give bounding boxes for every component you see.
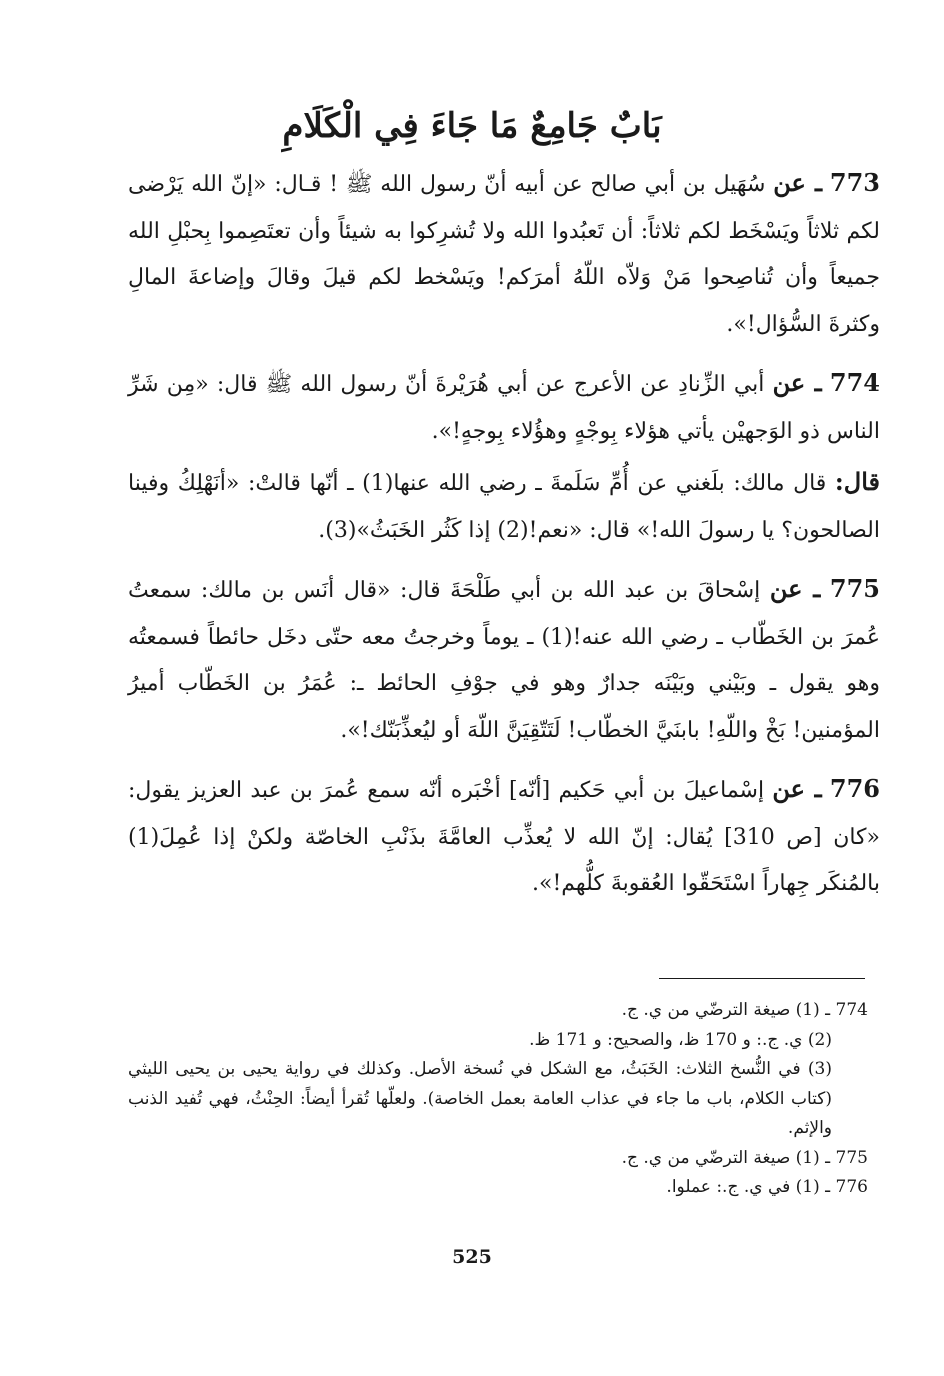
hadith-number: 776 [829, 774, 880, 803]
footnote-separator [659, 978, 865, 979]
footnote: (3) في النُّسخ الثلاث: الخَبَثُ، مع الشكل في نُسخة الأصل. وكذلك في رواية يحيى بن يحيى الليثي (كتاب الكلام، باب ما جاء في عذاب العامة بعمل الخاصة). ولعلّها تُقرأ أيضاً: الحِنْثُ، فهي تُفيد الذنب والإثم. [128, 1059, 832, 1138]
qal-paragraph [128, 459, 880, 554]
page-number: 525 [452, 1246, 492, 1268]
hadith-775 [128, 566, 880, 754]
footnote: 776 ـ (1) في ي. ج.: عملوا. [666, 1177, 868, 1197]
hadith-text: إسْحاقَ بن عبد الله بن أبي طَلْحَةَ قال: «قال أنَس بن مالك: سمعتُ عُمرَ بن الخَطّاب ـ رضي الله عنه!(1) ـ يوماً وخرجتُ معه حتّى دخَل حائطاً فسمعتُه وهو يقول ـ وبَيْني وبَيْنَه جدارٌ وهو في جوْفِ الحائط ـ: عُمَرُ بن الخَطّاب أميرُ المؤمنين! بَخْ واللّهِ! بابنَيَّ الخطّاب! لَتَتّقِيَنَّ اللّهَ أو ليُعذِّبَنّك!». [128, 578, 880, 743]
footnotes [128, 996, 868, 1203]
footnote: (2) ي. ج.: و 170 ظ، والصحيح: و 171 ظ. [529, 1029, 832, 1050]
hadith-number: 775 [829, 574, 880, 603]
hadith-text: سُهَيل بن أبي صالح عن أبيه أنّ رسول الله ﷺ ! قـال: «إنّ الله يَرْضى لكم ثلاثاً ويَسْخَط لكم ثلاثاً: أن تَعبُدوا الله ولا تُشرِكوا به شيئاً وأن تعتَصِموا بِحبْلِ الله جميعاً وأن تُناصِحوا مَنْ وَلاّه اللّهُ أمرَكم! ويَسْخط لكم قيلَ وقالَ وإضاعةَ المالِ وكثرةَ السُّؤال!». [128, 172, 880, 337]
qal-label: قال: [834, 467, 881, 496]
hadith-number: 774 [829, 368, 880, 397]
hadith-connector: ـ عن [772, 774, 822, 803]
hadith-text: أبي الزِّنادِ عن الأعرج عن أبي هُرَيْرةَ أنّ رسول الله ﷺ قال: «مِن شَرِّ الناس ذو الوَجهيْن يأتي هؤلاء بِوجْهٍ وهؤُلاء بِوجهٍ!». [128, 372, 880, 444]
chapter-title: بَابٌ جَامِعٌ مَا جَاءَ فِي الْكَلَامِ [282, 106, 662, 146]
hadith-connector: ـ عن [772, 368, 822, 397]
hadith-number: 773 [829, 168, 880, 197]
main-text [128, 160, 880, 920]
hadith-text: إسْماعيلَ بن أبي حَكيم [أنّه] أخْبَره أنّه سمع عُمرَ بن عبد العزيز يقول: «كان [ص 310] يُقال: إنّ الله لا يُعذِّب العامَّةَ بذَنْبِ الخاصّة ولكنْ إذا عُمِلَ(1) بالمُنكَر جِهاراً اسْتَحَقّوا العُقوبةَ كلُّهم!». [128, 778, 880, 896]
hadith-776 [128, 766, 880, 908]
hadith-connector: ـ عن [769, 574, 821, 603]
hadith-774 [128, 360, 880, 455]
footnote: 775 ـ (1) صيغة الترضّي من ي. ج. [621, 1147, 868, 1168]
footnote: 774 ـ (1) صيغة الترضّي من ي. ج. [621, 1000, 868, 1020]
hadith-773 [128, 160, 880, 348]
hadith-connector: ـ عن [773, 168, 823, 197]
qal-text: قال مالك: بلَغني عن أُمِّ سَلَمةَ ـ رضي الله عنها(1) ـ أنّها قالتْ: «أنَهْلِكُ وفينا الصالحون؟ يا رسولَ الله!» قال: «نعم!(2) إذا كَثُر الخَبَثُ»(3). [128, 471, 880, 543]
